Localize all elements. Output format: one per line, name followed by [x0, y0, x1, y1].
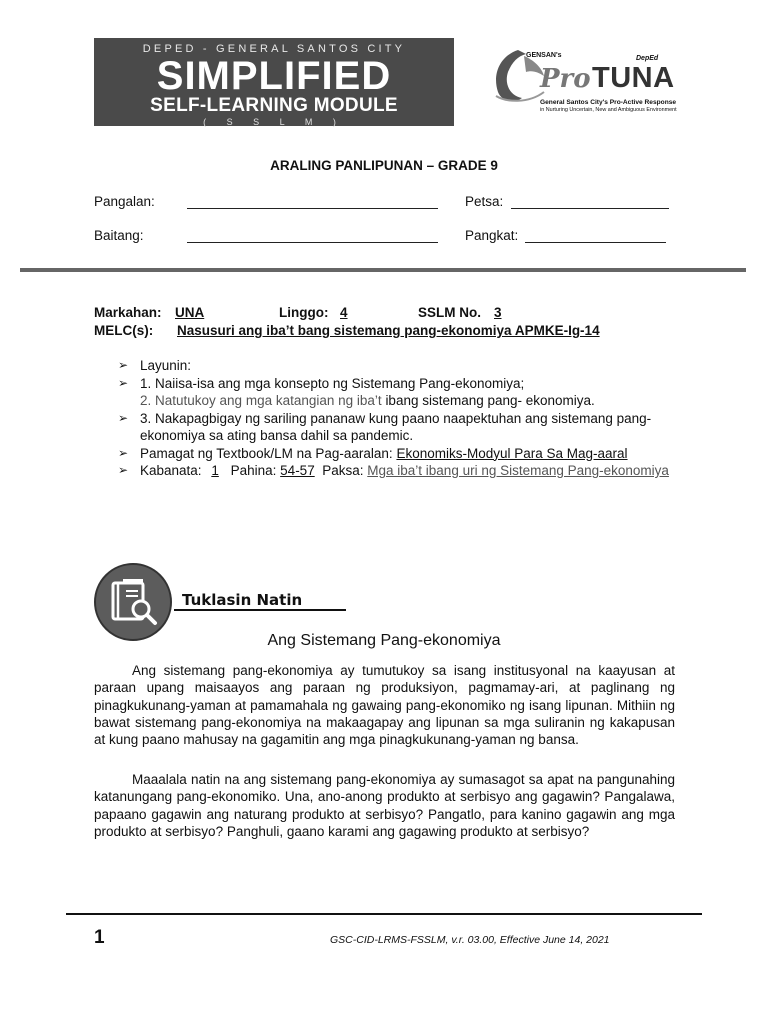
- baitang-field[interactable]: [187, 228, 438, 243]
- footer-divider: [66, 913, 702, 915]
- footer-code: GSC-CID-LRMS-FSSLM, v.r. 03.00, Effective June 14, 2021: [330, 934, 610, 946]
- linggo-value: 4: [340, 305, 348, 320]
- paksa-label: Paksa:: [322, 463, 364, 478]
- logo-deped: DepEd: [636, 55, 659, 62]
- pamagat-value: Ekonomiks-Modyul Para Sa Mag-aaral: [396, 445, 628, 461]
- arrow-bullet-icon: ➢: [118, 410, 129, 425]
- objective-2-part-2: ibang sistemang pang- ekonomiya.: [385, 393, 595, 408]
- objective-1: 1. Naiisa-isa ang mga konsepto ng Sistemang Pang-ekonomiya;: [140, 375, 525, 391]
- list-item: [118, 357, 678, 375]
- logo-tagline: General Santos City's Pro-Active Response: [540, 99, 677, 106]
- markahan-value: UNA: [175, 305, 205, 320]
- banner-subtitle: SELF-LEARNING MODULE: [150, 95, 398, 116]
- kabanata-label: Kabanata:: [140, 463, 202, 478]
- petsa-field[interactable]: [511, 194, 669, 209]
- arrow-bullet-icon: ➢: [118, 463, 129, 477]
- protuna-logo: [488, 44, 678, 126]
- layunin-label: Layunin:: [140, 358, 192, 373]
- page-title: ARALING PANLIPUNAN – GRADE 9: [270, 158, 498, 173]
- logo-pro: Pro: [540, 64, 591, 94]
- linggo-label: Linggo:: [279, 305, 329, 320]
- sslm-value: 3: [494, 305, 502, 320]
- pahina-label: Pahina:: [230, 463, 277, 478]
- list-item: [118, 462, 678, 480]
- arrow-bullet-icon: ➢: [118, 358, 129, 372]
- header-divider: [20, 268, 746, 272]
- book-magnifier-icon: [96, 565, 170, 639]
- objectives-list: [118, 357, 678, 480]
- banner-title: SIMPLIFIED: [156, 54, 392, 98]
- sslm-banner: [94, 38, 454, 126]
- pangalan-label: Pangalan:: [94, 194, 155, 209]
- petsa-label: Petsa:: [465, 194, 504, 209]
- banner-top-text: DEPED - GENERAL SANTOS CITY: [142, 43, 406, 55]
- page-number: 1: [94, 927, 105, 948]
- section-title: Ang Sistemang Pang-ekonomiya: [267, 632, 501, 649]
- pangkat-field[interactable]: [525, 228, 666, 243]
- banner-abbr: ( S S L M ): [203, 117, 345, 127]
- paragraph-2-text: Maaalala natin na ang sistemang pang-ekonomiya ay sumasagot sa apat na pangunahing katanungang pang-ekonomiko. Una, ano-anong produkto at serbisyo ang gagawin? Pangalawa, papaano gagawin ang naturang produkto at serbisyo? Pangatlo, para kanino gagawin ang mga produkto at serbisyo? Panghuli, gaano karami ang gagawing produkto at serbisyo?: [94, 772, 675, 839]
- list-item: [118, 375, 678, 393]
- paksa-value: Mga iba’t ibang uri ng Sistemang Pang-ekonomiya: [367, 463, 669, 478]
- tuklasin-badge: [94, 563, 172, 641]
- list-item: [118, 410, 678, 445]
- pangkat-label: Pangkat:: [465, 228, 519, 243]
- paragraph-1: [94, 662, 675, 748]
- arrow-bullet-icon: ➢: [118, 375, 129, 390]
- objective-3: 3. Nakapagbigay ng sariling pananaw kung paano naapektuhan ang sistemang pang-ekonomiya sa ating bansa dahil sa pandemic.: [140, 410, 652, 443]
- list-item: [118, 445, 678, 463]
- pamagat-label: Pamagat ng Textbook/LM na Pag-aaralan:: [140, 445, 393, 461]
- paragraph-2: [94, 771, 675, 840]
- markahan-label: Markahan:: [94, 305, 162, 320]
- sslm-label: SSLM No.: [418, 305, 481, 320]
- tuklasin-label: Tuklasin Natin: [182, 591, 303, 609]
- objective-2-part-1: 2. Natutukoy ang mga katangian ng iba’t: [140, 393, 382, 408]
- section-underline: [174, 609, 346, 611]
- pahina-value: 54-57: [280, 463, 315, 478]
- melc-value: Nasusuri ang iba’t bang sistemang pang-ekonomiya APMKE-Ig-14: [177, 323, 600, 338]
- logo-gensan: GENSAN's: [526, 52, 562, 59]
- melc-label: MELC(s):: [94, 323, 154, 338]
- kabanata-value: 1: [211, 463, 219, 478]
- logo-tagline-2: in Nurturing Uncertain, New and Ambiguous Environment: [540, 107, 677, 113]
- paragraph-1-text: Ang sistemang pang-ekonomiya ay tumutukoy sa isang institusyonal na kaayusan at paraan upang maisaayos ang paraan ng produksiyon, pagmamay-ari, at paglinang ng pinagkukunang-yaman at pamamahala ng gawaing pang-ekonomiko ng isang lipunan. Mithiin ng bawat sistemang pang-ekonomiya na makaagapay ang lipunan sa mga suliranin ng kakapusan at kung paano mahusay na gagamitin ang mga pinagkukunang-yaman ng bansa.: [94, 663, 675, 748]
- pangalan-field[interactable]: [187, 194, 438, 209]
- baitang-label: Baitang:: [94, 228, 144, 243]
- arrow-bullet-icon: ➢: [118, 445, 129, 460]
- list-item: [118, 392, 678, 410]
- logo-tuna: TUNA: [592, 62, 675, 94]
